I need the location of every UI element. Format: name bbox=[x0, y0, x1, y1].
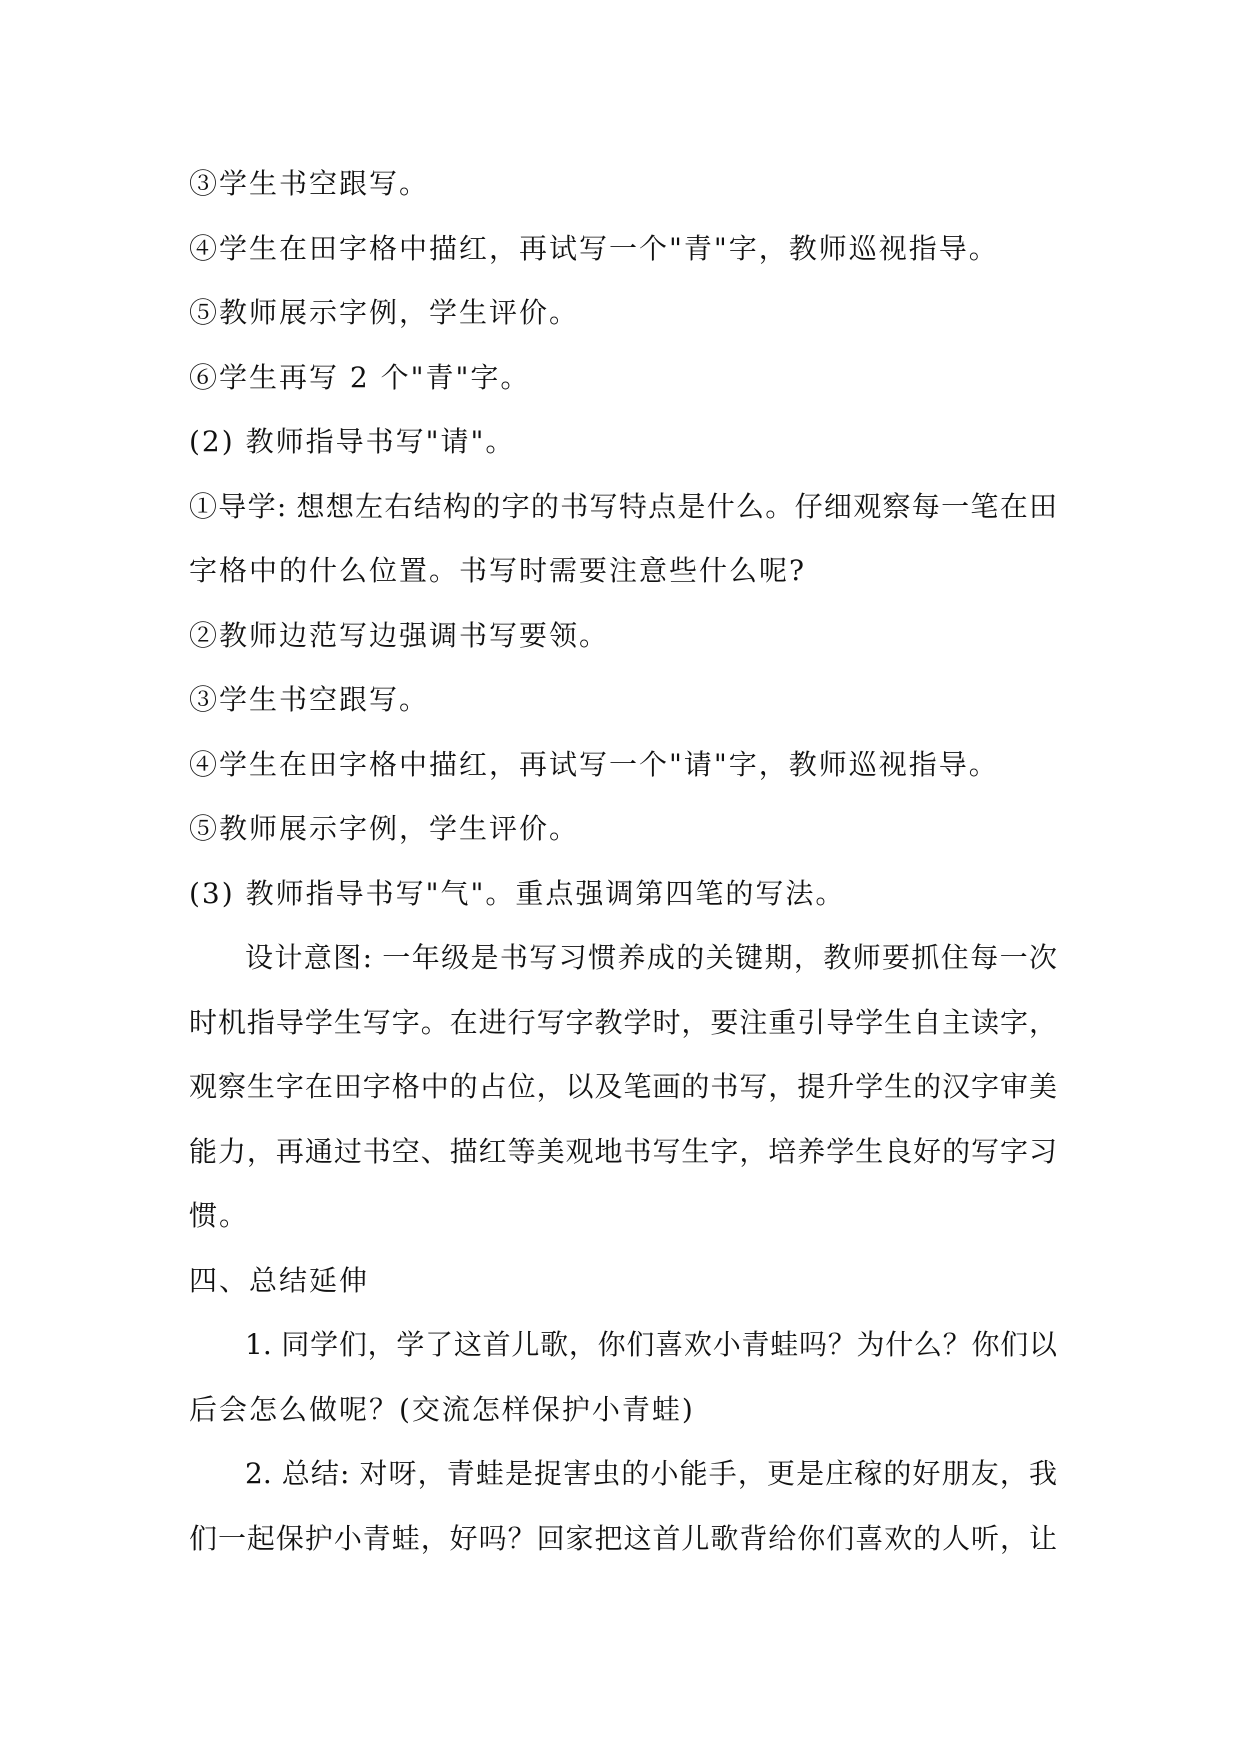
step-4-tracing-qing: ④学生在田字格中描红，再试写一个"青"字，教师巡视指导。 bbox=[189, 231, 999, 265]
document-body bbox=[189, 152, 1057, 1571]
design-intent-line-2: 时机指导学生写字。在进行写字教学时，要注重引导学生自主读字， bbox=[189, 1005, 1057, 1039]
step-5-show-examples: ⑤教师展示字例，学生评价。 bbox=[189, 296, 580, 329]
section-four-heading: 四、总结延伸 bbox=[189, 1263, 370, 1297]
design-intent-line-3: 观察生字在田字格中的占位，以及笔画的书写，提升学生的汉字审美 bbox=[189, 1070, 1057, 1103]
step-6-write-again: ⑥学生再写 2 个"青"字。 bbox=[189, 360, 531, 394]
step-3-air-writing: ③学生书空跟写。 bbox=[189, 167, 430, 200]
design-intent-line-5: 惯。 bbox=[189, 1199, 250, 1232]
step-3-air-writing-2: ③学生书空跟写。 bbox=[189, 683, 430, 716]
section-3-heading: (3) 教师指导书写"气"。重点强调第四笔的写法。 bbox=[189, 876, 846, 910]
section-2-heading: (2) 教师指导书写"请"。 bbox=[189, 425, 516, 458]
step-5-show-examples-2: ⑤教师展示字例，学生评价。 bbox=[189, 812, 580, 845]
design-intent-line-1: 设计意图: 一年级是书写习惯养成的关键期，教师要抓住每一次 bbox=[245, 941, 1057, 974]
step-1-guided-study-line-1: ①导学: 想想左右结构的字的书写特点是什么。仔细观察每一笔在田 bbox=[189, 489, 1057, 523]
step-4-tracing-qing2: ④学生在田字格中描红，再试写一个"请"字，教师巡视指导。 bbox=[189, 747, 999, 781]
step-1-guided-study-line-2: 字格中的什么位置。书写时需要注意些什么呢? bbox=[189, 554, 807, 587]
design-intent-line-4: 能力，再通过书空、描红等美观地书写生字，培养学生良好的写字习 bbox=[189, 1134, 1057, 1168]
summary-item-2-line-2: 们一起保护小青蛙，好吗？回家把这首儿歌背给你们喜欢的人听，让 bbox=[189, 1521, 1057, 1555]
summary-item-2-line-1: 2. 总结: 对呀，青蛙是捉害虫的小能手，更是庄稼的好朋友，我 bbox=[245, 1457, 1057, 1490]
step-2-teacher-demo: ②教师边范写边强调书写要领。 bbox=[189, 618, 610, 652]
summary-item-1-line-1: 1. 同学们，学了这首儿歌，你们喜欢小青蛙吗？为什么？你们以 bbox=[245, 1328, 1057, 1361]
summary-item-1-line-2: 后会怎么做呢？(交流怎样保护小青蛙) bbox=[189, 1392, 695, 1426]
